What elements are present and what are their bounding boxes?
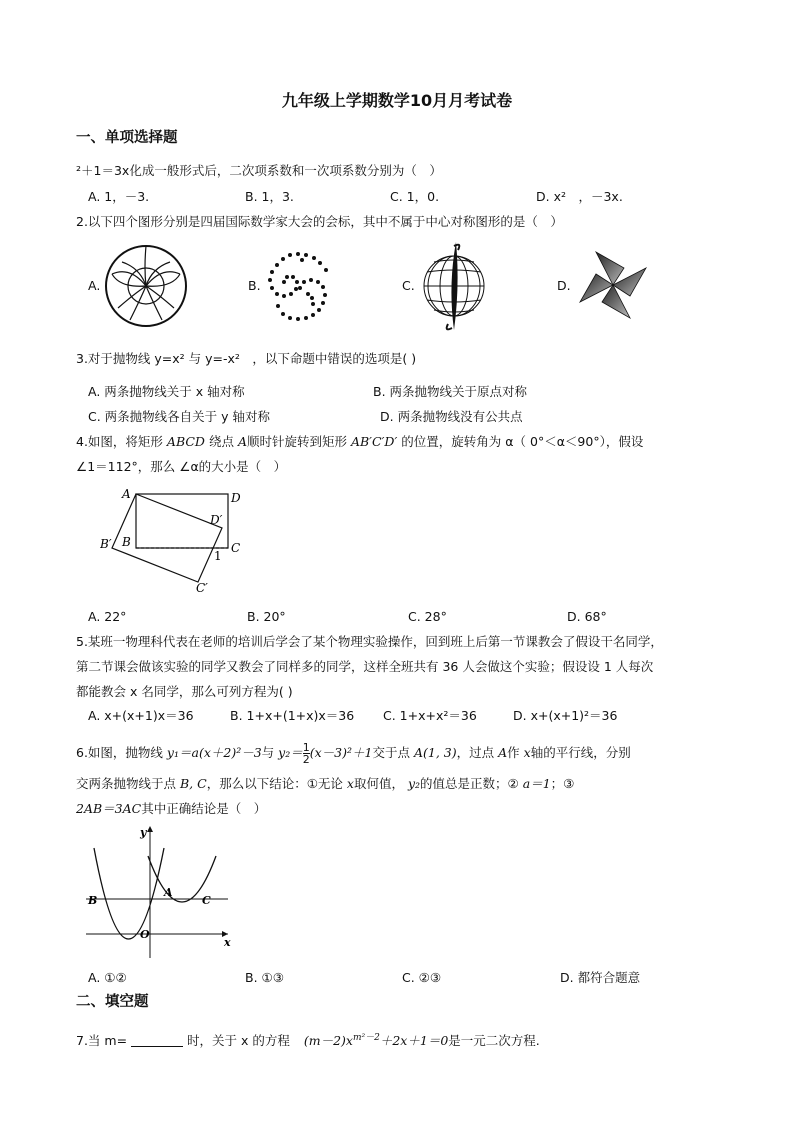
q4-rectangle-figure xyxy=(100,484,260,598)
q5-option-c: C. 1+x+x²＝36 xyxy=(383,708,477,723)
section-heading-fill: 二、填空题 xyxy=(76,994,149,1010)
q3-option-d: D. 两条抛物线没有公共点 xyxy=(380,409,523,424)
q1-stem: ²＋1＝3x化成一般形式后，二次项系数和一次项系数分别为（ ） xyxy=(76,163,442,178)
q5-option-b: B. 1+x+(1+x)x＝36 xyxy=(230,708,355,723)
logo-d-figure xyxy=(576,248,650,322)
label-d-prime: D′ xyxy=(210,513,223,527)
q4-option-b: B. 20° xyxy=(247,609,286,624)
q1-option-d: D. x² ，－3x. xyxy=(536,189,623,204)
label-b: B xyxy=(88,894,98,907)
q5-option-a: A. x+(x+1)x＝36 xyxy=(88,708,194,723)
label-b: B xyxy=(122,535,131,549)
label-c: C xyxy=(231,541,241,555)
q6-option-c: C. ②③ xyxy=(402,970,442,985)
q4-stem-line2: ∠1＝112°，那么 ∠α的大小是（ ） xyxy=(76,459,287,474)
label-angle-1: 1 xyxy=(214,549,222,563)
q5-stem-line2: 第二节课会做该实验的同学又教会了同样多的同学，这样全班共有 36 人会做这个实验；假设设 1 人每次 xyxy=(76,659,654,674)
logo-a-figure xyxy=(100,244,192,330)
q3-option-b: B. 两条抛物线关于原点对称 xyxy=(373,384,528,399)
q5-stem-line1: 5.某班一物理科代表在老师的培训后学会了某个物理实验操作，回到班上后第一节课教会了假设干名同学， xyxy=(76,634,663,649)
q6-stem-line1: 6.如图，抛物线 y₁＝a(x＋2)²－3与 y₂＝ $\frac{1}{2}$ (x－3)²＋1交于点 A(1, 3)，过点 A作 x轴的平行线，分别 xyxy=(76,741,631,766)
q1-option-c: C. 1，0. xyxy=(390,189,440,204)
q6-stem-line2: 交两条抛物线于点 B, C，那么以下结论：①无论 x取何值， y₂的值总是正数；② a＝1；③ xyxy=(76,776,575,791)
label-a: A xyxy=(122,487,131,501)
q6-stem-line3: 2AB＝3AC其中正确结论是（ ） xyxy=(76,801,267,816)
q4-option-a: A. 22° xyxy=(88,609,127,624)
q7-answer-blank[interactable] xyxy=(131,1034,183,1047)
q2-option-a: A. xyxy=(88,278,101,293)
q5-stem-line3: 都能教会 x 名同学，那么可列方程为( ) xyxy=(76,684,293,699)
label-origin: O xyxy=(140,928,150,941)
q1-option-b: B. 1，3. xyxy=(245,189,294,204)
label-d: D xyxy=(231,491,241,505)
label-b-prime: B′ xyxy=(100,537,112,551)
q3-stem: 3.对于抛物线 y=x² 与 y=-x² ，以下命题中错误的选项是( ) xyxy=(76,351,417,366)
q6-option-b: B. ①③ xyxy=(245,970,284,985)
q4-option-c: C. 28° xyxy=(408,609,447,624)
fraction-one-half: $\frac{1}{2}$ xyxy=(302,741,310,766)
q6-parabola-graph xyxy=(82,822,236,962)
page-title: 九年级上学期数学10月月考试卷 xyxy=(281,91,513,110)
logo-b-figure xyxy=(258,248,338,326)
q2-option-c: C. xyxy=(402,278,415,293)
q2-stem: 2.以下四个图形分别是四届国际数学家大会的会标，其中不属于中心对称图形的是（ ） xyxy=(76,214,563,229)
q6-option-a: A. ①② xyxy=(88,970,127,985)
axis-label-y: y xyxy=(140,826,147,839)
q7-stem: 7.当 m= 时，关于 x 的方程 $(m-2)x^{m^2-2}+2x+1=0$是一元二次方程. xyxy=(76,1033,540,1049)
q3-option-c: C. 两条抛物线各自关于 y 轴对称 xyxy=(88,409,271,424)
axis-label-x: x xyxy=(224,936,231,949)
q4-stem-line1: 4.如图，将矩形 ABCD 绕点 A顺时针旋转到矩形 AB′C′D′ 的位置，旋转角为 α（ 0°＜α＜90°），假设 xyxy=(76,434,644,449)
q2-option-d: D. xyxy=(557,278,571,293)
section-heading-choice: 一、单项选择题 xyxy=(76,130,178,146)
label-a: A xyxy=(164,886,173,899)
q6-option-d: D. 都符合题意 xyxy=(560,970,641,985)
q2-option-b: B. xyxy=(248,278,261,293)
q4-option-d: D. 68° xyxy=(567,609,607,624)
label-c: C xyxy=(202,894,211,907)
logo-c-figure xyxy=(418,240,490,332)
label-c-prime: C′ xyxy=(196,581,208,595)
q1-option-a: A. 1，－3. xyxy=(88,189,150,204)
q5-option-d: D. x+(x+1)²＝36 xyxy=(513,708,618,723)
q3-option-a: A. 两条抛物线关于 x 轴对称 xyxy=(88,384,245,399)
